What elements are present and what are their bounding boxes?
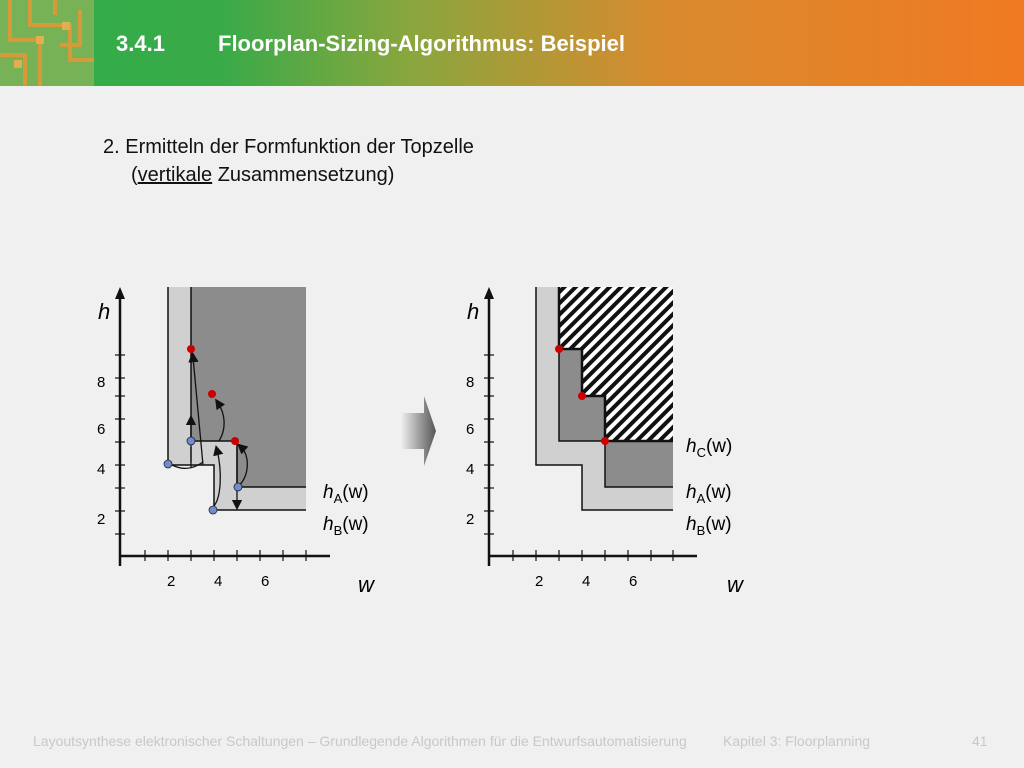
red-point [601,437,609,445]
y-axis-arrow-icon [115,287,125,299]
y-tick-label: 4 [466,461,475,478]
x-tick-label: 2 [167,573,176,590]
red-point [208,390,216,398]
x-tick-label: 6 [261,573,270,590]
footer-course: Layoutsynthese elektronischer Schaltungen – Grundlegende Algorithmen für die Entwurfsautomatisierung [33,733,687,749]
red-point [578,392,586,400]
y-tick-label: 8 [466,374,475,391]
underlined-word: vertikale [137,164,213,186]
right-diagram [466,287,745,597]
blue-point [164,460,172,468]
y-tick-label: 2 [466,511,475,528]
blue-point [209,506,217,514]
x-axis-label: w [358,572,374,597]
label-ha: $h_A(w)$ [686,482,732,506]
step-line-2-rest: Zusammensetzung) [212,164,395,186]
y-axis-arrow-icon [484,287,494,299]
label-hb: $h_B(w)$ [323,514,369,538]
red-point [555,345,563,353]
page-number: 41 [972,733,988,749]
transition-arrow-icon [400,396,436,466]
footer-chapter: Kapitel 3: Floorplanning [723,733,871,749]
blue-point [234,483,242,491]
x-tick-label: 4 [214,573,223,590]
left-diagram [97,287,376,597]
x-tick-label: 2 [535,573,544,590]
red-point [187,345,195,353]
paren-open: ( [131,164,138,186]
y-tick-label: 6 [466,421,475,438]
x-tick-label: 6 [629,573,638,590]
y-axis-label: h [98,299,111,324]
slide-title: Floorplan-Sizing-Algorithmus: Beispiel [218,31,625,56]
y-axis-label: h [467,299,480,324]
x-tick-label: 4 [582,573,591,590]
label-ha: $h_A(w)$ [323,482,369,506]
red-point [231,437,239,445]
blue-point [187,437,195,445]
step-line-1: 2. Ermitteln der Formfunktion der Topzelle [103,136,474,158]
y-tick-label: 8 [97,374,106,391]
y-tick-label: 2 [97,511,106,528]
y-tick-label: 6 [97,421,106,438]
label-hc: $h_C(w)$ [686,436,733,460]
section-number: 3.4.1 [116,31,165,56]
label-hb: $h_B(w)$ [686,514,732,538]
x-axis-label: w [727,572,743,597]
y-tick-label: 4 [97,461,106,478]
